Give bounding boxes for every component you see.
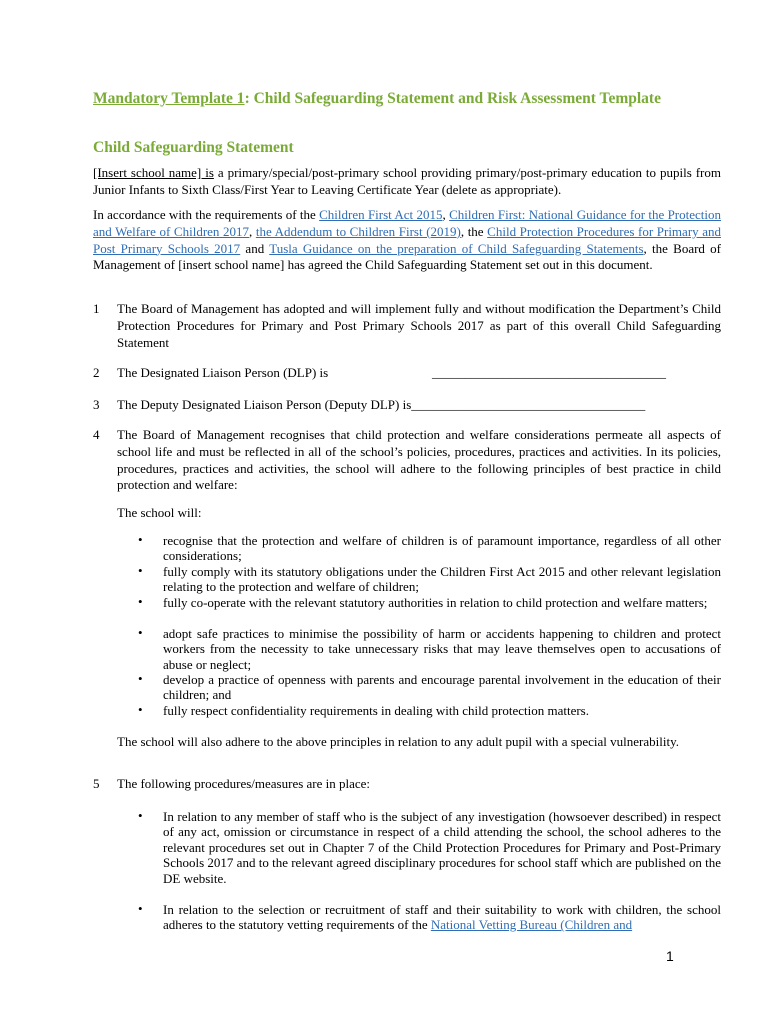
list-item: develop a practice of openness with parents and encourage parental involvement in the education of their children; and bbox=[163, 672, 721, 703]
insert-school-name: [Insert school name] is bbox=[93, 165, 214, 180]
item-number: 2 bbox=[93, 365, 100, 380]
section-heading: Child Safeguarding Statement bbox=[93, 139, 294, 156]
link-children-first-act[interactable]: Children First Act 2015 bbox=[319, 207, 443, 222]
item-number: 5 bbox=[93, 776, 100, 791]
item-text: The Deputy Designated Liaison Person (Deputy DLP) is____________________________________ bbox=[117, 397, 646, 412]
list-item: In relation to any member of staff who is the subject of any investigation (howsoever described) in respect of any act, omission or circumstance in respect of a child attending the school, the school adheres to the relevant procedures set out in Chapter 7 of the Child Protection Procedures for Primary and Post-Primary Schools 2017 and to the relevant agreed disciplinary procedures for school staff which are published on the DE website. bbox=[163, 809, 721, 886]
bullet-icon: • bbox=[138, 671, 143, 686]
link-national-vetting-bureau[interactable]: National Vetting Bureau (Children and bbox=[430, 917, 633, 933]
list-item: adopt safe practices to minimise the possibility of harm or accidents happening to children and protect workers from the necessity to take unnecessary risks that may leave themselves open to accusations of abuse or neglect; bbox=[163, 626, 721, 672]
dlp-name-field[interactable]: ____________________________________ bbox=[432, 365, 666, 380]
list-item: fully respect confidentiality requirements in dealing with child protection matters. bbox=[163, 703, 589, 718]
accordance-paragraph: In accordance with the requirements of the Children First Act 2015, Children First: National Guidance for the Protection and Welfare of Children 2017, the Addendum to Children First (2019), the Child Protection Procedures for Primary and Post Primary Schools 2017 and Tusla Guidance on the preparation of Child Safeguarding Statements, the Board of Management of [insert school name] has agreed the Child Safeguarding Statement set out in this document. bbox=[93, 207, 722, 273]
item-text: The Board of Management recognises that child protection and welfare considerations permeate all aspects of school life and must be reflected in all of the school’s policies, procedures, practices and activities. In its policies, procedures, practices and activities, the school will adhere to the following principles of best practice in child protection and welfare: bbox=[117, 427, 721, 493]
bullet-icon: • bbox=[138, 532, 143, 547]
adult-pupil-paragraph: The school will also adhere to the above principles in relation to any adult pupil with a special vulnerability. bbox=[117, 734, 679, 749]
list-item: In relation to the selection or recruitment of staff and their suitability to work with children, the school adheres to the statutory vetting requirements of the National Vetting Bureau (Children and bbox=[163, 902, 721, 933]
list-item: fully co-operate with the relevant statutory authorities in relation to child protection and welfare matters; bbox=[163, 595, 708, 610]
bullet-icon: • bbox=[138, 702, 143, 717]
school-will-label: The school will: bbox=[117, 505, 202, 520]
template-label: Mandatory Template 1 bbox=[93, 90, 245, 107]
bullet-icon: • bbox=[138, 808, 143, 823]
bullet-icon: • bbox=[138, 563, 143, 578]
link-child-protection-procedures[interactable]: Child Protection Procedures for Primary and Post Primary Schools 2017 bbox=[93, 223, 722, 256]
page-number: 1 bbox=[666, 948, 674, 964]
item-text: The following procedures/measures are in place: bbox=[117, 776, 371, 791]
link-addendum[interactable]: the Addendum to Children First (2019) bbox=[255, 223, 461, 239]
item-number: 4 bbox=[93, 427, 100, 442]
item-number: 3 bbox=[93, 397, 100, 412]
bullet-icon: • bbox=[138, 594, 143, 609]
item-text: The Designated Liaison Person (DLP) is bbox=[117, 365, 329, 380]
bullet-icon: • bbox=[138, 901, 143, 916]
link-tusla-guidance[interactable]: Tusla Guidance on the preparation of Child Safeguarding Statements bbox=[269, 240, 644, 256]
item-number: 1 bbox=[93, 301, 100, 316]
bullet-icon: • bbox=[138, 625, 143, 640]
list-item: fully comply with its statutory obligations under the Children First Act 2015 and other relevant legislation relating to the protection and welfare of children; bbox=[163, 564, 721, 595]
title-text: : Child Safeguarding Statement and Risk Assessment Template bbox=[244, 90, 661, 107]
page-title bbox=[93, 89, 693, 108]
intro-paragraph: [Insert school name] is a primary/special/post-primary school providing primary/post-primary education to pupils from Junior Infants to Sixth Class/First Year to Leaving Certificate Year (delete as appropriate). bbox=[93, 165, 721, 197]
list-item: recognise that the protection and welfare of children is of paramount importance, regardless of all other considerations; bbox=[163, 533, 721, 564]
item-text: The Board of Management has adopted and will implement fully and without modification the Department’s Child Protection Procedures for Primary and Post Primary Schools 2017 as part of this overall Child Safeguarding Statement bbox=[117, 301, 721, 350]
link-national-guidance[interactable]: Children First: National Guidance for the Protection and Welfare of Children 2017 bbox=[93, 207, 721, 239]
